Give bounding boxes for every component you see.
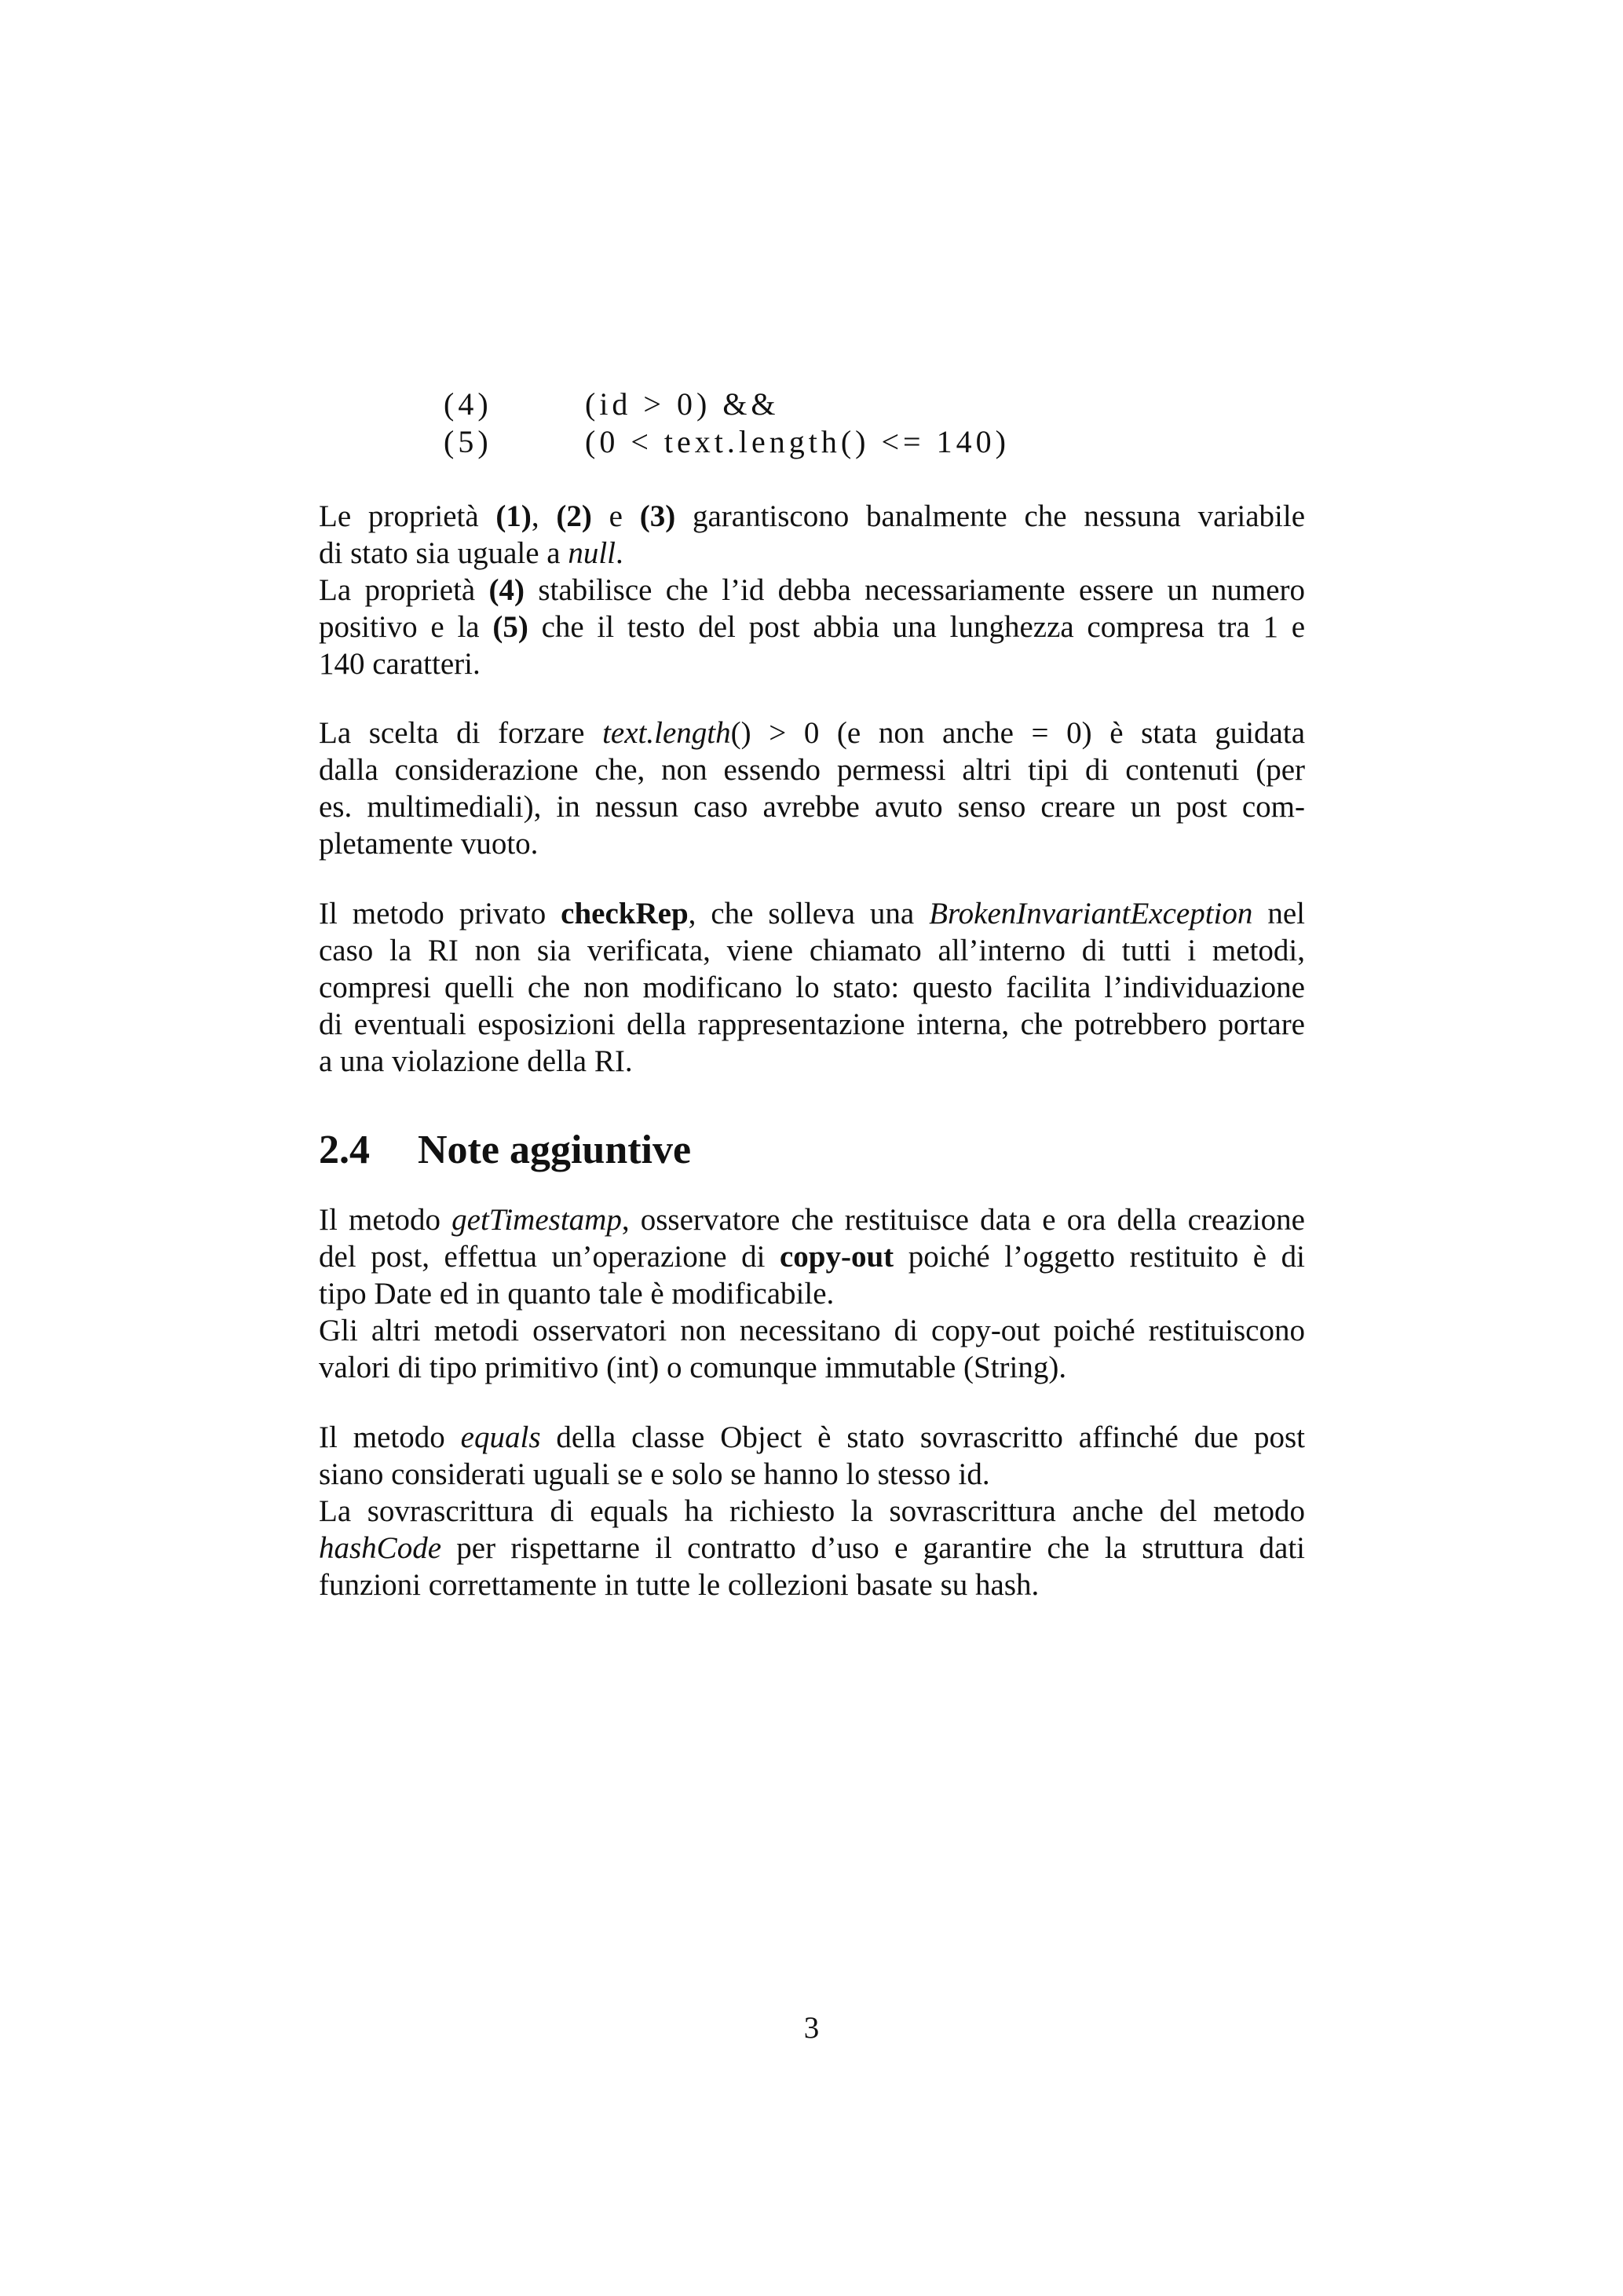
text-line: di eventuali esposizioni della rappresentazione interna, che potrebbero portare bbox=[319, 1007, 1305, 1041]
section-title: Note aggiuntive bbox=[418, 1128, 692, 1172]
paragraph-equals bbox=[319, 1419, 1305, 1603]
text-line: Il metodo getTimestamp, osservatore che restituisce data e ora della creazione bbox=[319, 1203, 1305, 1237]
text-line: La proprietà (4) stabilisce che l’id debba necessariamente essere un numero bbox=[319, 573, 1305, 607]
section-number: 2.4 bbox=[319, 1128, 370, 1172]
section-heading bbox=[319, 1123, 691, 1178]
text-line: valori di tipo primitivo (int) o comunque immutable (String). bbox=[319, 1351, 1067, 1384]
text-line: compresi quelli che non modificano lo stato: questo facilita l’individuazione bbox=[319, 971, 1305, 1004]
text-line: 140 caratteri. bbox=[319, 647, 481, 681]
code-line-number: (4) bbox=[444, 386, 492, 422]
text-line: caso la RI non sia verificata, viene chiamato all’interno di tutti i metodi, bbox=[319, 934, 1305, 967]
text-line: La sovrascrittura di equals ha richiesto la sovrascrittura anche del metodo bbox=[319, 1494, 1305, 1528]
text-line: hashCode per rispettarne il contratto d’uso e garantire che la struttura dati bbox=[319, 1531, 1305, 1565]
text-line: funzioni correttamente in tutte le collezioni basate su hash. bbox=[319, 1568, 1040, 1602]
text-line: del post, effettua un’operazione di copy-out poiché l’oggetto restituito è di bbox=[319, 1240, 1305, 1274]
code-line-text: (id > 0) && bbox=[585, 386, 780, 422]
text-line: La scelta di forzare text.length() > 0 (e non anche = 0) è stata guidata bbox=[319, 716, 1306, 750]
text-line: Le proprietà (1), (2) e (3) garantiscono banalmente che nessuna variabile bbox=[319, 499, 1306, 533]
text-line: Gli altri metodi osservatori non necessitano di copy-out poiché restituiscono bbox=[319, 1314, 1305, 1347]
code-line-5 bbox=[397, 378, 1010, 459]
text-line: es. multimediali), in nessun caso avrebbe avuto senso creare un post com- bbox=[319, 790, 1305, 824]
text-line: di stato sia uguale a null. bbox=[319, 536, 623, 570]
page-number: 3 bbox=[803, 2011, 820, 2045]
text-line: Il metodo privato checkRep, che solleva una BrokenInvariantException nel bbox=[319, 897, 1305, 930]
text-line: a una violazione della RI. bbox=[319, 1044, 633, 1078]
code-line-4 bbox=[397, 341, 780, 422]
text-line: siano considerati uguali se e solo se hanno lo stesso id. bbox=[319, 1457, 990, 1491]
text-line: pletamente vuoto. bbox=[319, 827, 539, 861]
code-line-number: (5) bbox=[444, 424, 492, 459]
paragraph-gettimestamp bbox=[319, 1201, 1305, 1386]
paragraph-checkrep bbox=[319, 895, 1305, 1080]
paragraph-properties bbox=[319, 498, 1305, 682]
paragraph-text-length bbox=[319, 715, 1305, 862]
text-line: Il metodo equals della classe Object è stato sovrascritto affinché due post bbox=[319, 1420, 1305, 1454]
code-line-text: (0 < text.length() <= 140) bbox=[585, 424, 1010, 459]
text-line: positivo e la (5) che il testo del post abbia una lunghezza compresa tra 1 e bbox=[319, 610, 1306, 644]
text-line: dalla considerazione che, non essendo permessi altri tipi di contenuti (per bbox=[319, 753, 1305, 787]
text-line: tipo Date ed in quanto tale è modificabile. bbox=[319, 1277, 835, 1311]
